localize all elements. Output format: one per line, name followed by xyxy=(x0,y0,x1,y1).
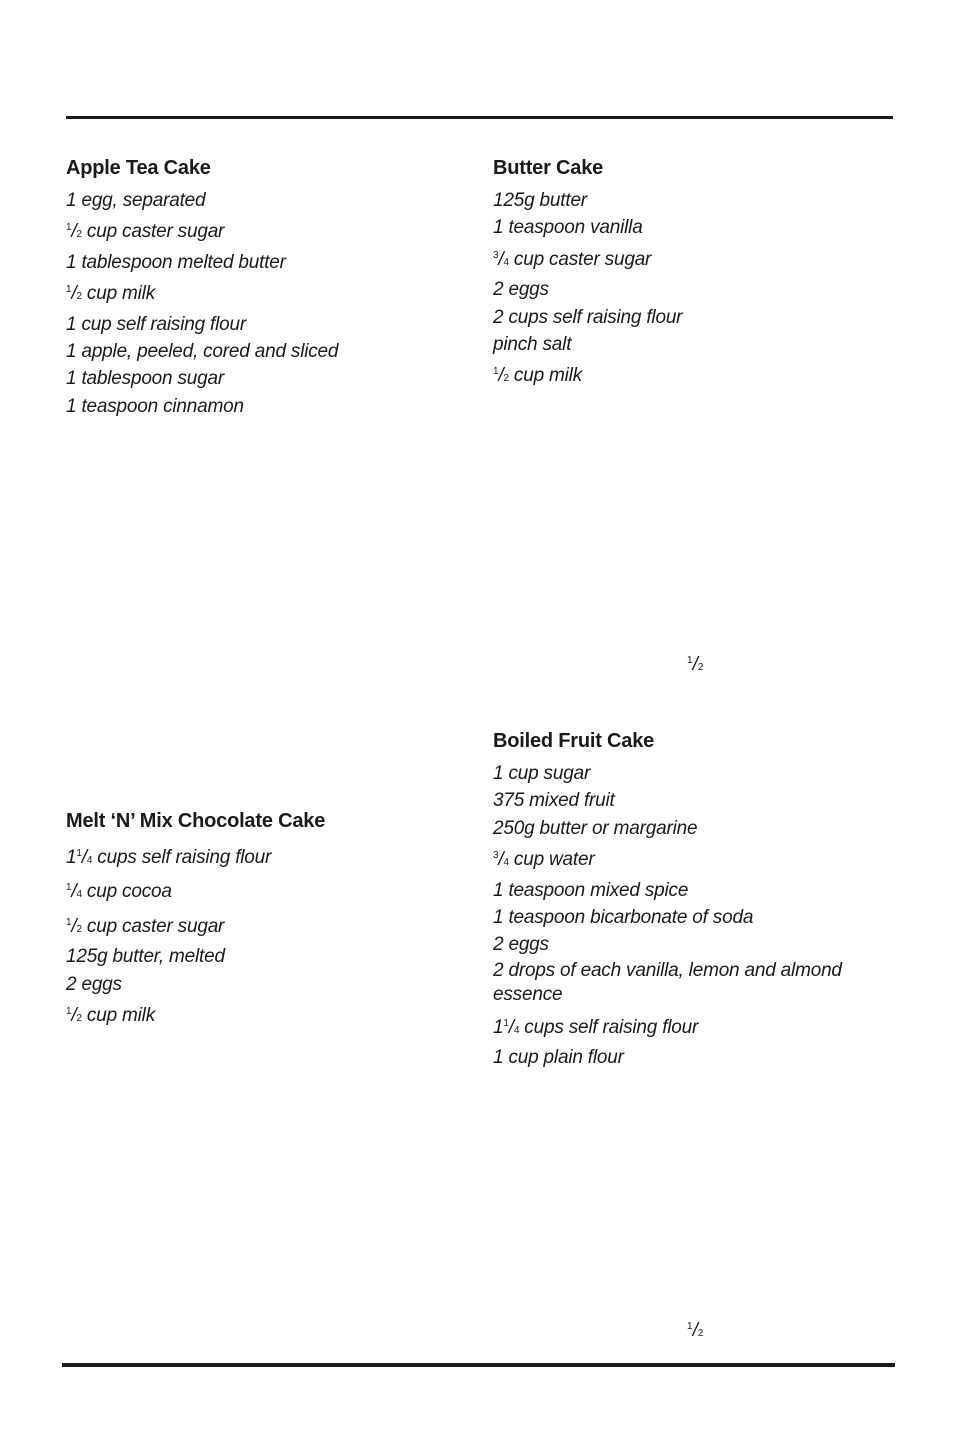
recipe-melt-n-mix-chocolate-cake xyxy=(66,808,325,1032)
recipe-title: Apple Tea Cake xyxy=(66,157,211,179)
recipe-title: Butter Cake xyxy=(493,157,604,179)
ingredient-item: 1 apple, peeled, cored and sliced xyxy=(66,341,339,363)
recipe-title: Boiled Fruit Cake xyxy=(493,730,655,752)
ingredient-list xyxy=(66,840,325,1032)
ingredient-item: $^1$/2 cup milk xyxy=(66,283,156,305)
ingredient-item: $1^1/4$ cups self raising flour xyxy=(493,1016,699,1038)
ingredient-item: $^1$/2 cup caster sugar xyxy=(66,221,225,243)
ingredient-item: 2 cups self raising flour xyxy=(493,306,683,328)
ingredient-item: 1 egg, separated xyxy=(66,190,206,211)
stray-fraction: $^1$/2 xyxy=(687,654,704,675)
ingredient-item: 1 teaspoon cinnamon xyxy=(66,395,244,417)
ingredient-item: 1 cup sugar xyxy=(493,763,591,784)
ingredient-item: 250g butter or margarine xyxy=(493,817,698,839)
ingredient-item: 1 teaspoon mixed spice xyxy=(493,879,689,901)
ingredient-item: 1 teaspoon bicarbonate of soda xyxy=(493,907,754,929)
ingredient-item: $^1$/2 cup milk xyxy=(66,1005,156,1027)
top-rule xyxy=(66,116,893,119)
ingredient-item: $^1$/4 cup cocoa xyxy=(66,881,172,903)
bottom-rule xyxy=(62,1363,895,1367)
ingredient-item: pinch salt xyxy=(493,334,572,356)
ingredient-item: 2 drops of each vanilla, lemon and almond essence xyxy=(493,959,842,1005)
ingredient-item: 1 tablespoon sugar xyxy=(66,368,225,390)
ingredient-item: 125g butter xyxy=(493,190,587,211)
ingredient-item: 125g butter, melted xyxy=(66,946,225,968)
recipe-apple-tea-cake xyxy=(66,155,338,420)
recipe-boiled-fruit-cake xyxy=(493,728,873,1072)
recipe-title: Melt ‘N’ Mix Chocolate Cake xyxy=(66,810,326,832)
ingredient-list xyxy=(493,760,873,1072)
ingredient-list xyxy=(493,187,682,393)
ingredient-item: $^3$/4 cup caster sugar xyxy=(493,248,652,270)
ingredient-item: $^3$/4 cup water xyxy=(493,849,595,871)
ingredient-item: 375 mixed fruit xyxy=(493,790,615,812)
ingredient-item: $^1$/2 cup caster sugar xyxy=(66,915,225,937)
ingredient-item: 1 cup plain flour xyxy=(493,1047,624,1069)
ingredient-item: 2 eggs xyxy=(493,934,549,956)
ingredient-item: 1 tablespoon melted butter xyxy=(66,251,286,273)
ingredient-item: $1^1/4$ cups self raising flour xyxy=(66,847,272,868)
ingredient-item: 2 eggs xyxy=(493,279,549,301)
ingredient-item: $^1$/2 cup milk xyxy=(493,365,583,387)
recipe-butter-cake xyxy=(493,155,682,393)
stray-fraction: $^1$/2 xyxy=(687,1320,704,1341)
ingredient-item: 1 cup self raising flour xyxy=(66,313,247,335)
ingredient-item: 1 teaspoon vanilla xyxy=(493,217,643,239)
ingredient-item: 2 eggs xyxy=(66,973,122,995)
ingredient-list xyxy=(66,187,338,420)
